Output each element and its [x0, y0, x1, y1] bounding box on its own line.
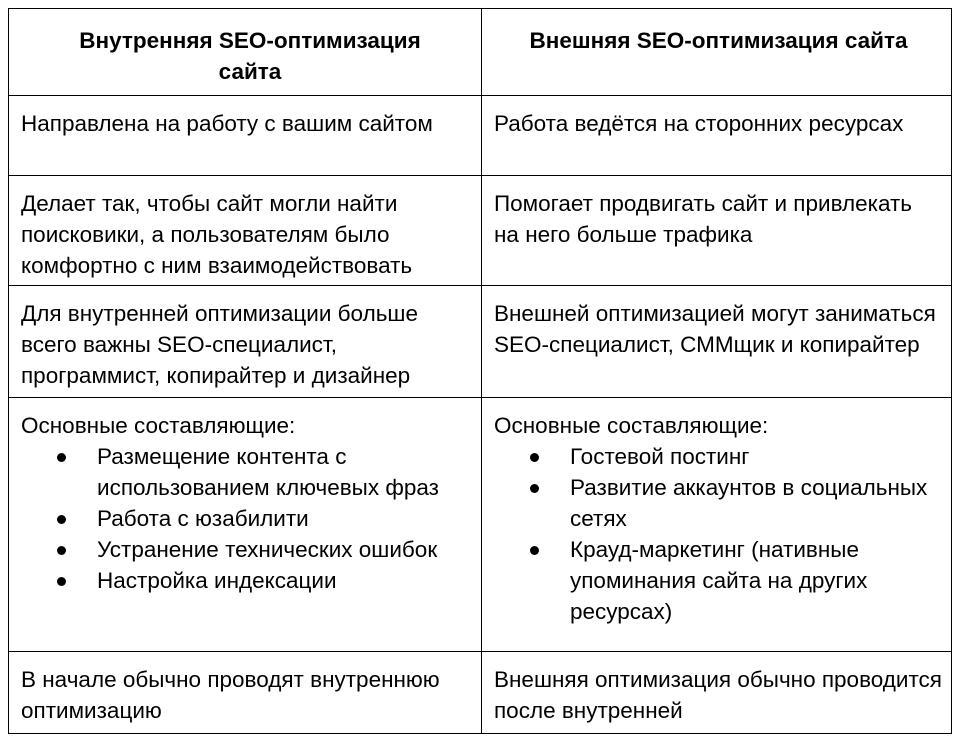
table-cell-left: [9, 96, 481, 139]
cell-text: Внешняя оптимизация обычно проводится после внутренней: [494, 667, 942, 723]
table-cell-left: [9, 286, 481, 391]
list-item: [494, 441, 943, 472]
cell-text: Направлена на работу с вашим сайтом: [21, 111, 433, 136]
header-external-seo-text: Внешняя SEO-оптимизация сайта: [529, 28, 908, 53]
column-divider: [481, 286, 482, 397]
components-title: Основные составляющие:: [21, 413, 296, 438]
table-row: [9, 175, 951, 285]
bullet-icon: [530, 453, 539, 462]
table-cell-right: [482, 398, 951, 627]
table-cell-right: [482, 96, 951, 139]
column-divider: [481, 652, 482, 733]
list-item: [21, 503, 473, 534]
components-title: Основные составляющие:: [494, 413, 769, 438]
table-row: [9, 285, 951, 397]
list-item-text: Гостевой постинг: [570, 444, 750, 469]
table-cell-right: [482, 652, 951, 726]
bullet-icon: [57, 453, 66, 462]
table-cell-left: [9, 398, 481, 596]
cell-text: Работа ведётся на сторонних ресурсах: [494, 111, 904, 136]
table-row: [9, 651, 951, 733]
table-row-components: [9, 397, 951, 651]
list-item: [21, 565, 473, 596]
list-item: [21, 534, 473, 565]
table-cell-left: [9, 652, 481, 726]
table-header-row: [9, 9, 951, 95]
cell-text: Помогает продвигать сайт и привлекать на него больше трафика: [494, 191, 913, 247]
table-cell-right: [482, 286, 951, 360]
list-item-text: Устранение технических ошибок: [97, 537, 438, 562]
list-item: [494, 534, 943, 627]
column-divider: [481, 9, 482, 95]
cell-text: Делает так, чтобы сайт могли найти поисковики, а пользователям было комфортно с ним взаимодействовать: [21, 191, 413, 278]
list-item-text: Работа с юзабилити: [97, 506, 309, 531]
bullet-icon: [57, 515, 66, 524]
bullet-icon: [57, 577, 66, 586]
column-divider: [481, 398, 482, 651]
bullet-icon: [530, 546, 539, 555]
header-internal-seo: [9, 9, 481, 87]
comparison-table: [8, 8, 952, 734]
cell-text: В начале обычно проводят внутреннюю оптимизацию: [21, 667, 440, 723]
bullet-icon: [57, 546, 66, 555]
list-item-text: Крауд-маркетинг (нативные упоминания сайта на других ресурсах): [570, 537, 868, 624]
header-internal-seo-text: Внутренняя SEO-оптимизация сайта: [79, 28, 421, 84]
header-external-seo: [482, 9, 951, 56]
list-item-text: Настройка индексации: [97, 568, 337, 593]
column-divider: [481, 176, 482, 285]
list-item: [21, 441, 473, 503]
list-item-text: Размещение контента с использованием ключевых фраз: [97, 444, 439, 500]
bullet-list: [21, 441, 473, 596]
table-row: [9, 95, 951, 175]
cell-text: Внешней оптимизацией могут заниматься SEO-специалист, СММщик и копирайтер: [494, 301, 936, 357]
cell-text: Для внутренней оптимизации больше всего важны SEO-специалист, программист, копирайтер и дизайнер: [21, 301, 418, 388]
list-item: [494, 472, 943, 534]
bullet-list: [494, 441, 943, 627]
table-cell-right: [482, 176, 951, 250]
column-divider: [481, 96, 482, 175]
list-item-text: Развитие аккаунтов в социальных сетях: [570, 475, 928, 531]
bullet-icon: [530, 484, 539, 493]
table-cell-left: [9, 176, 481, 281]
